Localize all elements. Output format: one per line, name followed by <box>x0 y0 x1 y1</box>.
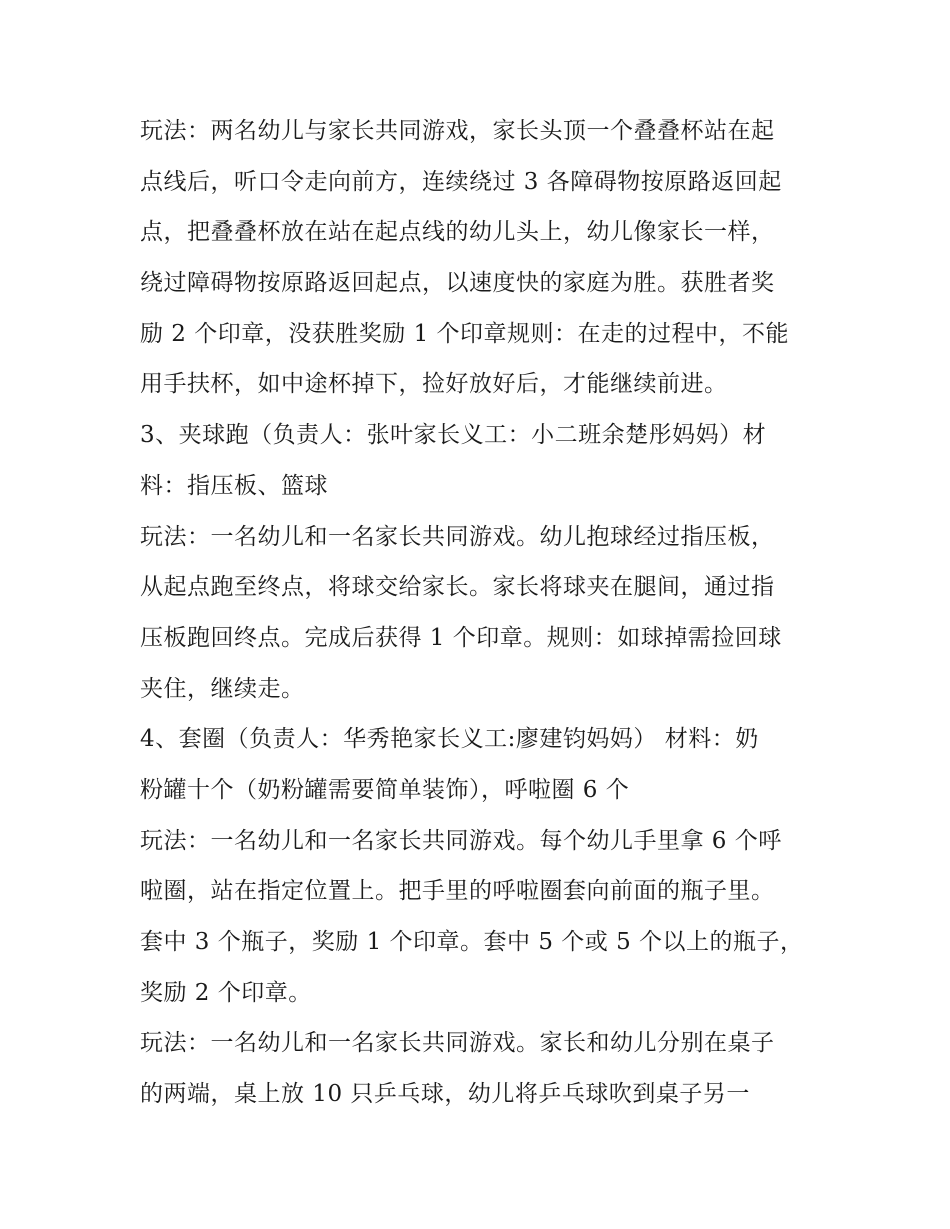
section-heading-line: 3、夹球跑（负责人：张叶家长义工：小二班余楚彤妈妈）材 <box>140 422 767 449</box>
text-line: 玩法：一名幼儿和一名家长共同游戏。幼儿抱球经过指压板， <box>140 523 775 550</box>
text-line: 夹住，继续走。 <box>140 675 305 702</box>
text-line: 用手扶杯，如中途杯掉下，捡好放好后，才能继续前进。 <box>140 371 728 398</box>
text-line: 点，把叠叠杯放在站在起点线的幼儿头上，幼儿像家长一样， <box>140 219 775 246</box>
text-line: 点线后，听口令走向前方，连续绕过 3 各障碍物按原路返回起 <box>140 168 782 195</box>
text-line: 奖励 2 个印章。 <box>140 979 312 1006</box>
text-line: 啦圈，站在指定位置上。把手里的呼啦圈套向前面的瓶子里。 <box>140 878 775 905</box>
text-line: 压板跑回终点。完成后获得 1 个印章。规则：如球掉需捡回球 <box>140 624 782 651</box>
text-line: 套中 3 个瓶子，奖励 1 个印章。套中 5 个或 5 个以上的瓶子， <box>140 929 804 955</box>
text-line: 绕过障碍物按原路返回起点，以速度快的家庭为胜。获胜者奖 <box>140 270 775 297</box>
document-body <box>140 106 820 1120</box>
text-line: 粉罐十个（奶粉罐需要简单装饰），呼啦圈 6 个 <box>140 776 630 803</box>
text-line: 玩法：两名幼儿与家长共同游戏，家长头顶一个叠叠杯站在起 <box>140 118 775 144</box>
section-heading-line: 4、套圈（负责人：华秀艳家长义工:廖建钧妈妈） 材料：奶 <box>140 726 759 753</box>
text-line: 玩法：一名幼儿和一名家长共同游戏。家长和幼儿分别在桌子 <box>140 1030 775 1057</box>
text-line: 的两端，桌上放 10 只乒乓球，幼儿将乒乓球吹到桌子另一 <box>140 1081 750 1108</box>
text-line: 料：指压板、篮球 <box>140 472 328 499</box>
text-line: 从起点跑至终点，将球交给家长。家长将球夹在腿间，通过指 <box>140 574 775 601</box>
text-line: 励 2 个印章，没获胜奖励 1 个印章规则：在走的过程中，不能 <box>140 320 790 347</box>
text-line: 玩法：一名幼儿和一名家长共同游戏。每个幼儿手里拿 6 个呼 <box>140 827 782 854</box>
